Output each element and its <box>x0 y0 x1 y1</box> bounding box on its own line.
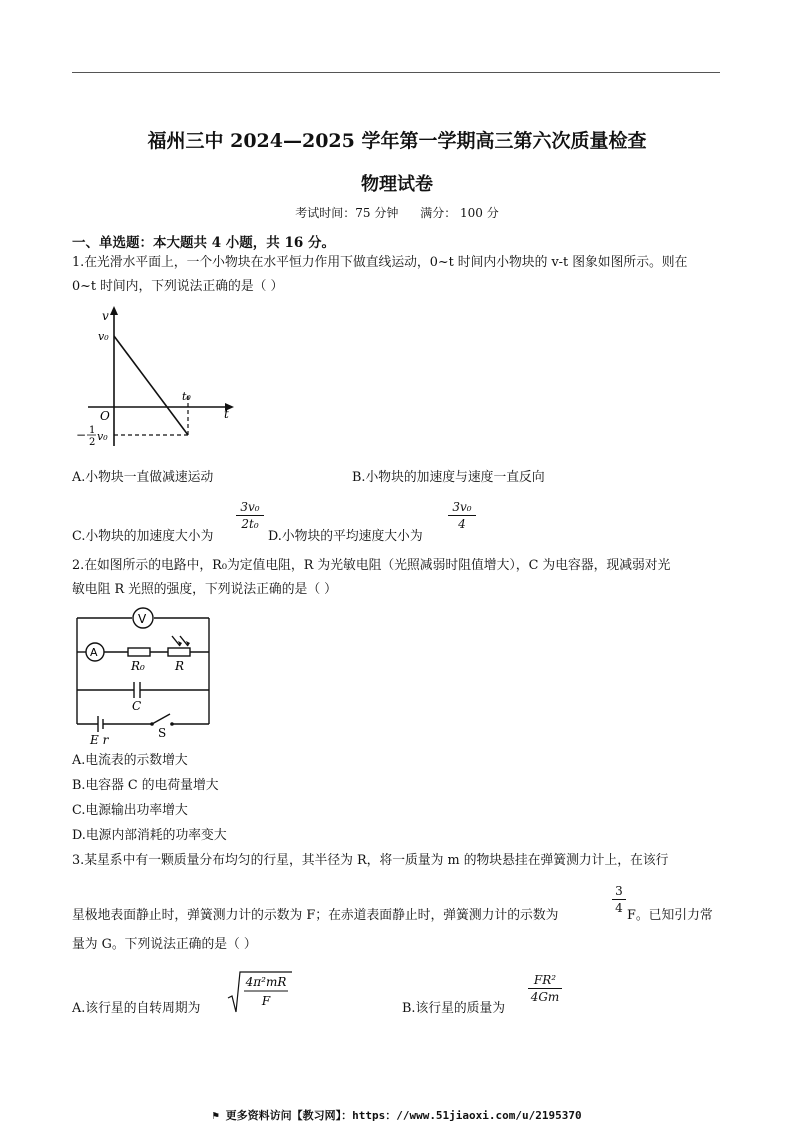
q1-option-c: C.小物块的加速度大小为 <box>72 529 214 544</box>
q3-option-a: A.该行星的自转周期为 <box>72 1001 201 1016</box>
full-score: 满分： 100 分 <box>420 206 499 220</box>
q1-option-c-fraction <box>236 500 264 531</box>
exam-time: 考试时间：75 分钟 <box>295 206 399 220</box>
q3-fraction-three-quarters <box>612 884 626 915</box>
capacitor-label: C <box>132 699 142 713</box>
q2-stem-line2: 敏电阻 R 光照的强度，下列说法正确的是（ ） <box>72 582 337 597</box>
footer-link[interactable]: ⚑ 更多资料访问【教习网】：https：//www.51jiaoxi.com/u/2195370 <box>212 1109 582 1122</box>
q3-frac-num: 3 <box>615 884 623 898</box>
q3-option-b-num: FR² <box>533 973 557 987</box>
q2-option-d: D.电源内部消耗的功率变大 <box>72 828 227 843</box>
battery-label: E r <box>90 733 109 747</box>
q1-half-num: 1 <box>89 425 96 436</box>
q3-stem-line3: 量为 G。下列说法正确的是（ ） <box>72 937 257 952</box>
q2-stem-line1: 2.在如图所示的电路中，R₀为定值电阻，R 为光敏电阻（光照减弱时阻值增大），C 为电容器，现减弱对光 <box>72 558 671 573</box>
q1-option-d-num: 3v₀ <box>452 500 472 514</box>
q2-option-c: C.电源输出功率增大 <box>72 803 188 818</box>
r0-label: R₀ <box>131 659 145 673</box>
q1-option-c-den: 2t₀ <box>241 517 259 531</box>
q1-t0-label: t₀ <box>182 390 191 403</box>
q3-option-b: B.该行星的质量为 <box>402 1001 506 1016</box>
q1-neg-sign: − <box>76 428 87 442</box>
q1-vt-graph <box>78 306 238 454</box>
voltmeter-label: V <box>138 612 147 626</box>
q1-option-b: B.小物块的加速度与速度一直反向 <box>352 470 545 485</box>
exam-title: 福州三中 2024—2025 学年第一学期高三第六次质量检查 <box>147 130 647 152</box>
q3-stem-line1: 3.某星系中有一颗质量分布均匀的行星，其半径为 R，将一质量为 m 的物块悬挂在弹簧测力计上，在该行 <box>72 853 669 868</box>
exam-subtitle: 物理试卷 <box>361 174 433 195</box>
r-label: R <box>175 659 185 673</box>
switch-label: S <box>158 726 167 740</box>
q3-stem-line2b: F。已知引力常 <box>627 908 713 923</box>
q2-option-b: B.电容器 C 的电荷量增大 <box>72 778 219 793</box>
q1-t-label: t <box>224 407 229 421</box>
q1-option-d-den: 4 <box>458 517 466 531</box>
q1-stem-line1: 1.在光滑水平面上，一个小物块在水平恒力作用下做直线运动，0~t 时间内小物块的 v-t 图象如图所示。则在 <box>72 255 688 270</box>
top-rule <box>72 72 720 73</box>
q3-option-b-fraction <box>528 973 562 1004</box>
q1-option-d: D.小物块的平均速度大小为 <box>268 529 423 544</box>
q1-option-a: A.小物块一直做减速运动 <box>72 470 214 485</box>
q3-stem-line2a: 星极地表面静止时，弹簧测力计的示数为 F；在赤道表面静止时，弹簧测力计的示数为 <box>72 908 559 923</box>
q2-option-a: A.电流表的示数增大 <box>72 753 188 768</box>
q3-option-b-den: 4Gm <box>530 990 560 1004</box>
q1-option-c-num: 3v₀ <box>240 500 260 514</box>
q3-option-a-sqrt <box>226 970 294 1014</box>
exam-meta <box>0 204 794 221</box>
q2-circuit-diagram <box>72 606 214 748</box>
q1-stem-line2: 0~t 时间内，下列说法正确的是（ ） <box>72 279 284 294</box>
section-heading: 一、单选题：本大题共 4 小题，共 16 分。 <box>72 235 335 251</box>
q1-v0-label: v₀ <box>98 330 109 343</box>
q1-origin-label: O <box>100 409 110 423</box>
q1-v-label: v <box>102 309 109 323</box>
ammeter-label: A <box>90 646 98 659</box>
q1-option-d-fraction <box>448 500 476 531</box>
q3-option-a-den: F <box>261 994 271 1008</box>
q1-neg-v0: v₀ <box>97 430 108 443</box>
q3-option-a-num: 4π²mR <box>245 975 287 989</box>
q3-frac-den: 4 <box>615 901 623 915</box>
q1-half-den: 2 <box>89 437 96 448</box>
